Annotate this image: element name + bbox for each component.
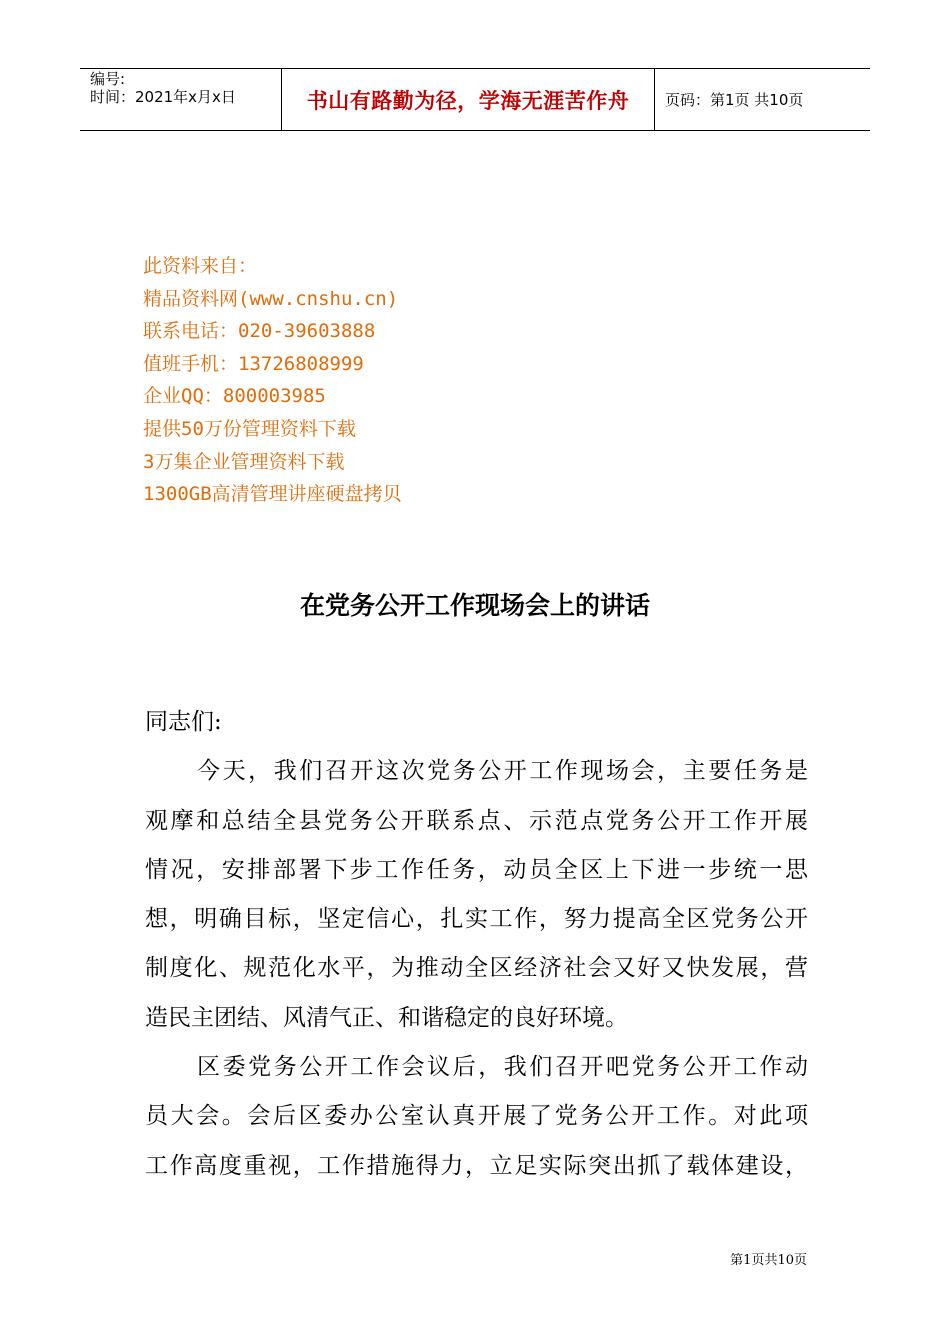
header-motto-cell <box>282 69 655 130</box>
page-header <box>80 68 870 131</box>
body-line: 区委党务公开工作会议后，我们召开吧党务公开工作动 <box>197 1054 808 1081</box>
document-body <box>145 698 808 1191</box>
document-number-label: 编号: <box>90 70 126 88</box>
source-info-line: 企业QQ：800003985 <box>143 385 326 408</box>
source-info-line: 值班手机：13726808999 <box>143 352 364 375</box>
body-line: 制度化、规范化水平，为推动全区经济社会又好又快发展，营 <box>145 955 808 982</box>
body-line: 情况，安排部署下步工作任务，动员全区上下进一步统一思 <box>145 856 808 883</box>
source-info-line: 精品资料网(www.cnshu.cn) <box>143 287 399 310</box>
source-info-line: 1300GB高清管理讲座硬盘拷贝 <box>143 483 402 506</box>
body-line: 工作高度重视，工作措施得力，立足实际突出抓了载体建设， <box>145 1152 808 1179</box>
header-motto: 书山有路勤为径，学海无涯苦作舟 <box>306 88 630 113</box>
body-line: 想，明确目标，坚定信心，扎实工作，努力提高全区党务公开 <box>145 906 808 933</box>
page-footer: 第1页共10页 <box>730 1253 807 1268</box>
document-title: 在党务公开工作现场会上的讲话 <box>299 591 650 620</box>
body-line: 观摩和总结全县党务公开联系点、示范点党务公开工作开展 <box>145 807 808 834</box>
header-meta-cell <box>80 69 282 130</box>
document-time-label: 时间：2021年x月x日 <box>90 88 236 106</box>
source-info-line: 此资料来自： <box>143 255 258 277</box>
source-info-block <box>143 250 402 511</box>
header-page-number: 页码：第1页 共10页 <box>665 91 804 109</box>
salutation: 同志们: <box>145 709 222 735</box>
header-page-cell <box>655 69 870 130</box>
body-line: 员大会。会后区委办公室认真开展了党务公开工作。对此项 <box>145 1103 808 1130</box>
source-info-line: 提供50万份管理资料下载 <box>143 417 356 440</box>
source-info-line: 联系电话：020-39603888 <box>143 320 376 343</box>
body-line: 造民主团结、风清气正、和谐稳定的良好环境。 <box>145 1004 628 1031</box>
source-info-line: 3万集企业管理资料下载 <box>143 450 345 473</box>
body-line: 今天，我们召开这次党务公开工作现场会，主要任务是 <box>197 758 808 785</box>
